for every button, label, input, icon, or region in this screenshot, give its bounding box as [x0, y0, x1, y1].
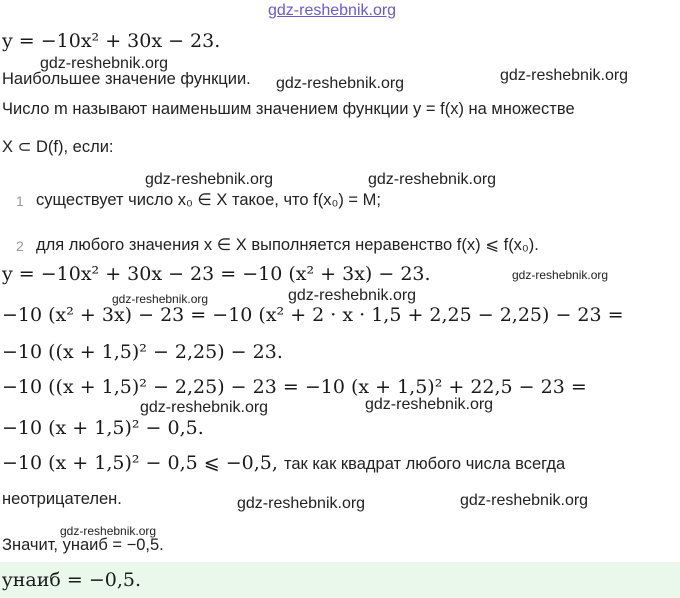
step-3: −10 ((x + 1,5)² − 2,25) − 23. — [2, 341, 283, 363]
list-number: 2 — [16, 238, 24, 254]
condition-1: существует число x₀ ∈ X такое, что f(x₀) = M; — [36, 191, 381, 209]
step-2: −10 (x² + 3x) − 23 = −10 (x² + 2 · x · 1,5 + 2,25 − 2,25) − 23 = — [2, 304, 624, 326]
watermark: gdz-reshebnik.org — [365, 396, 494, 413]
watermark: gdz-reshebnik.org — [460, 492, 589, 509]
function-equation: y = −10x² + 30x − 23. — [2, 30, 221, 52]
watermark: gdz-reshebnik.org — [512, 268, 609, 282]
conclusion: Значит, yнаиб = −0,5. — [2, 536, 164, 554]
watermark: gdz-reshebnik.org — [112, 292, 209, 306]
watermark-top: gdz-reshebnik.org — [268, 2, 397, 19]
step-1: y = −10x² + 30x − 23 = −10 (x² + 3x) − 23. — [2, 263, 431, 285]
watermark: gdz-reshebnik.org — [60, 524, 157, 538]
step-6-continuation: неотрицателен. — [2, 490, 122, 508]
watermark: gdz-reshebnik.org — [500, 67, 629, 84]
section-heading: Наибольшее значение функции. — [2, 70, 251, 88]
watermark: gdz-reshebnik.org — [237, 495, 366, 512]
list-number: 1 — [16, 193, 24, 209]
step-6-math: −10 (x + 1,5)² − 0,5 ⩽ −0,5, — [2, 452, 278, 474]
watermark: gdz-reshebnik.org — [368, 171, 497, 188]
step-4: −10 ((x + 1,5)² − 2,25) − 23 = −10 (x + 1,5)² + 22,5 − 23 = — [2, 376, 587, 398]
watermark: gdz-reshebnik.org — [145, 171, 274, 188]
answer: yнаиб = −0,5. — [2, 569, 142, 591]
condition-2: для любого значения x ∈ X выполняется неравенство f(x) ⩽ f(x₀). — [36, 236, 539, 254]
watermark: gdz-reshebnik.org — [276, 75, 405, 92]
definition-line-2: X ⊂ D(f), если: — [2, 138, 114, 156]
watermark: gdz-reshebnik.org — [288, 287, 417, 304]
step-6-text: так как квадрат любого числа всегда — [284, 455, 566, 473]
watermark: gdz-reshebnik.org — [40, 55, 169, 72]
step-5: −10 (x + 1,5)² − 0,5. — [2, 417, 204, 439]
watermark: gdz-reshebnik.org — [140, 399, 269, 416]
definition-line-1: Число m называют наименьшим значением функции y = f(x) на множестве — [2, 100, 575, 118]
